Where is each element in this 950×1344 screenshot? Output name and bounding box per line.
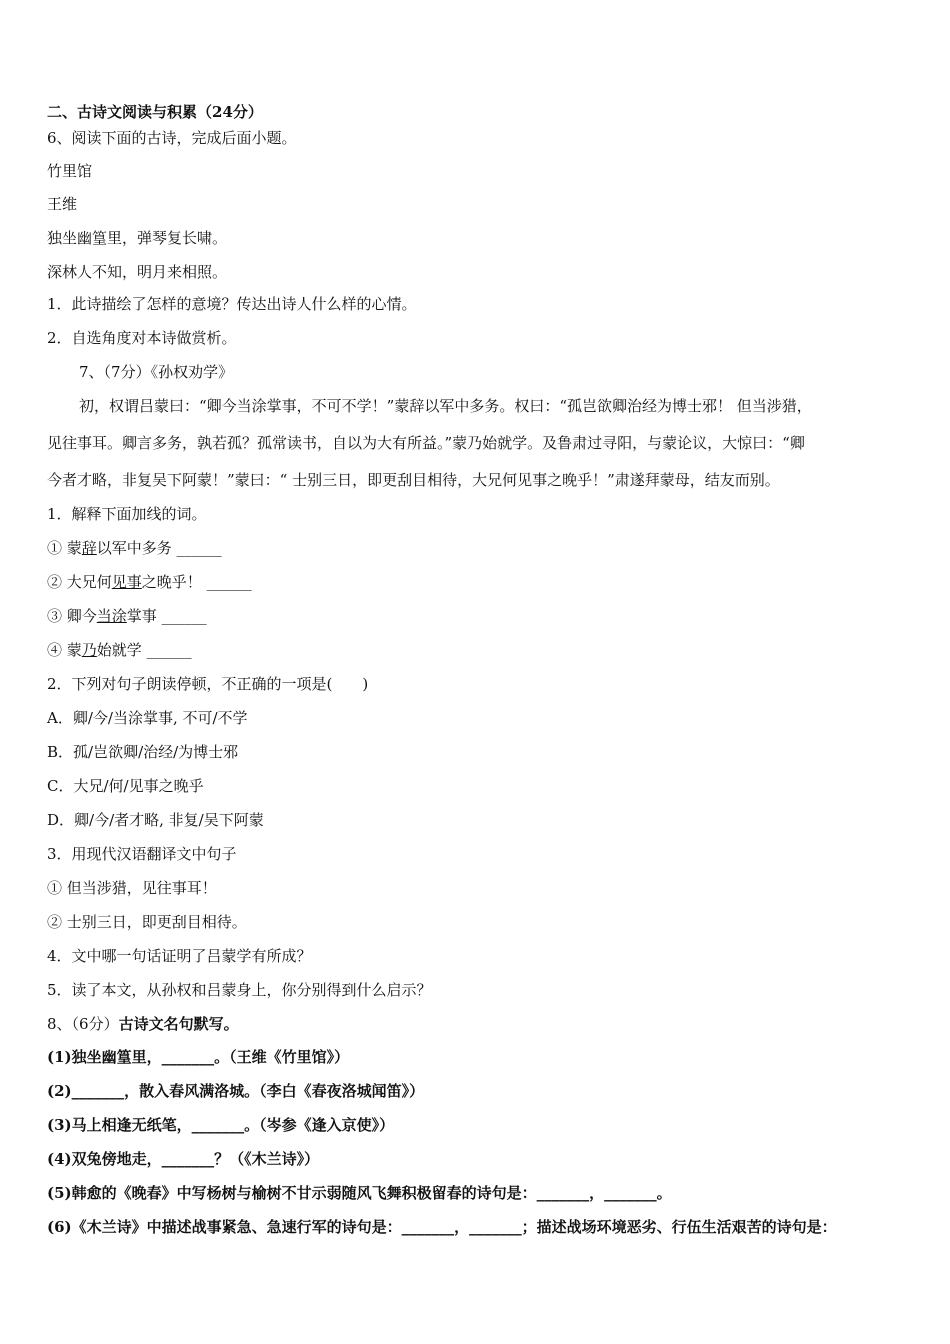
recite-item-4: (4)双兔傍地走，_______？（《木兰诗》） [47,1150,320,1168]
word-item-suffix: 始就学 ______ [96,641,192,659]
recite-item-3: (3)马上相逢无纸笔，_______。（岑参《逢入京使》） [47,1116,395,1134]
q7-sub-1: 1．解释下面加线的词。 [47,505,207,523]
poem-author: 王维 [47,195,78,213]
passage-line-2: 见往事耳。卿言多务，孰若孤？孤常读书，自以为大有所益。”蒙乃始就学。及鲁肃过寻阳，与蒙论议，大惊曰：“卿 [47,434,805,452]
word-item-prefix: ② 大兄何 [47,573,112,591]
translate-item-2: ② 士别三日，即更刮目相待。 [47,913,247,931]
underlined-word: 当涂 [96,607,127,625]
section-title: 二、古诗文阅读与积累（24分） [47,103,263,121]
poem-title: 竹里馆 [47,162,93,180]
word-item-4 [47,640,192,660]
word-item-prefix: ③ 卿今 [47,607,97,625]
q8-title: 古诗文名句默写。 [118,1015,239,1033]
poem-line-1: 独坐幽篁里，弹琴复长啸。 [47,229,228,247]
underlined-word: 乃 [81,641,97,659]
poem-line-2: 深林人不知，明月来相照。 [47,263,228,281]
underlined-word: 见事 [111,573,142,591]
q6-intro: 6、阅读下面的古诗，完成后面小题。 [47,129,297,147]
option-c: C．大兄/何/见事之晚乎 [47,777,204,795]
underlined-word: 辞 [81,539,97,557]
recite-item-5: (5)韩愈的《晚春》中写杨树与榆树不甘示弱随风飞舞积极留春的诗句是：_______，_______。 [47,1184,672,1202]
word-item-suffix: 掌事 ______ [126,607,207,625]
word-item-prefix: ① 蒙 [47,539,82,557]
q7-heading: 7、（7分）《孙权劝学》 [79,363,234,381]
recite-item-6: (6)《木兰诗》中描述战事紧急、急速行军的诗句是：_______，_______；描述战场环境恶劣、行伍生活艰苦的诗句是： [47,1218,837,1236]
word-item-1 [47,538,222,558]
q7-sub-4: 4．文中哪一句话证明了吕蒙学有所成？ [47,947,312,965]
word-item-prefix: ④ 蒙 [47,641,82,659]
word-item-3 [47,606,207,626]
q6-sub-1: 1．此诗描绘了怎样的意境？传达出诗人什么样的心情。 [47,295,417,313]
q8-heading [47,1014,239,1034]
option-b: B．孤/岂欲卿/治经/为博士邪 [47,743,239,761]
q7-sub-5: 5．读了本文，从孙权和吕蒙身上，你分别得到什么启示？ [47,981,432,999]
passage-line-1: 初，权谓吕蒙曰：“卿今当涂掌事，不可不学！”蒙辞以军中多务。权曰：“孤岂欲卿治经为博士邪！ 但当涉猎， [79,397,812,415]
option-a: A．卿/今/当涂掌事, 不可/不学 [47,709,248,727]
recite-item-1: (1)独坐幽篁里，_______。（王维《竹里馆》） [47,1048,350,1066]
passage-line-3: 今者才略，非复吴下阿蒙！”蒙曰：“ 士别三日，即更刮目相待，大兄何见事之晚乎！”肃遂拜蒙母，结友而别。 [47,471,780,489]
option-d: D．卿/今/者才略, 非复/吴下阿蒙 [47,811,264,829]
word-item-suffix: 以军中多务 ______ [96,539,222,557]
q7-sub-2: 2．下列对句子朗读停顿，不正确的一项是( ) [47,675,369,693]
translate-item-1: ① 但当涉猎，见往事耳！ [47,879,217,897]
word-item-2 [47,572,252,592]
q7-sub-3: 3．用现代汉语翻译文中句子 [47,845,237,863]
q8-number: 8、（6分） [47,1015,119,1033]
q6-sub-2: 2．自选角度对本诗做赏析。 [47,329,237,347]
recite-item-2: (2)_______，散入春风满洛城。（李白《春夜洛城闻笛》） [47,1082,425,1100]
word-item-suffix: 之晚乎！ ______ [141,573,252,591]
